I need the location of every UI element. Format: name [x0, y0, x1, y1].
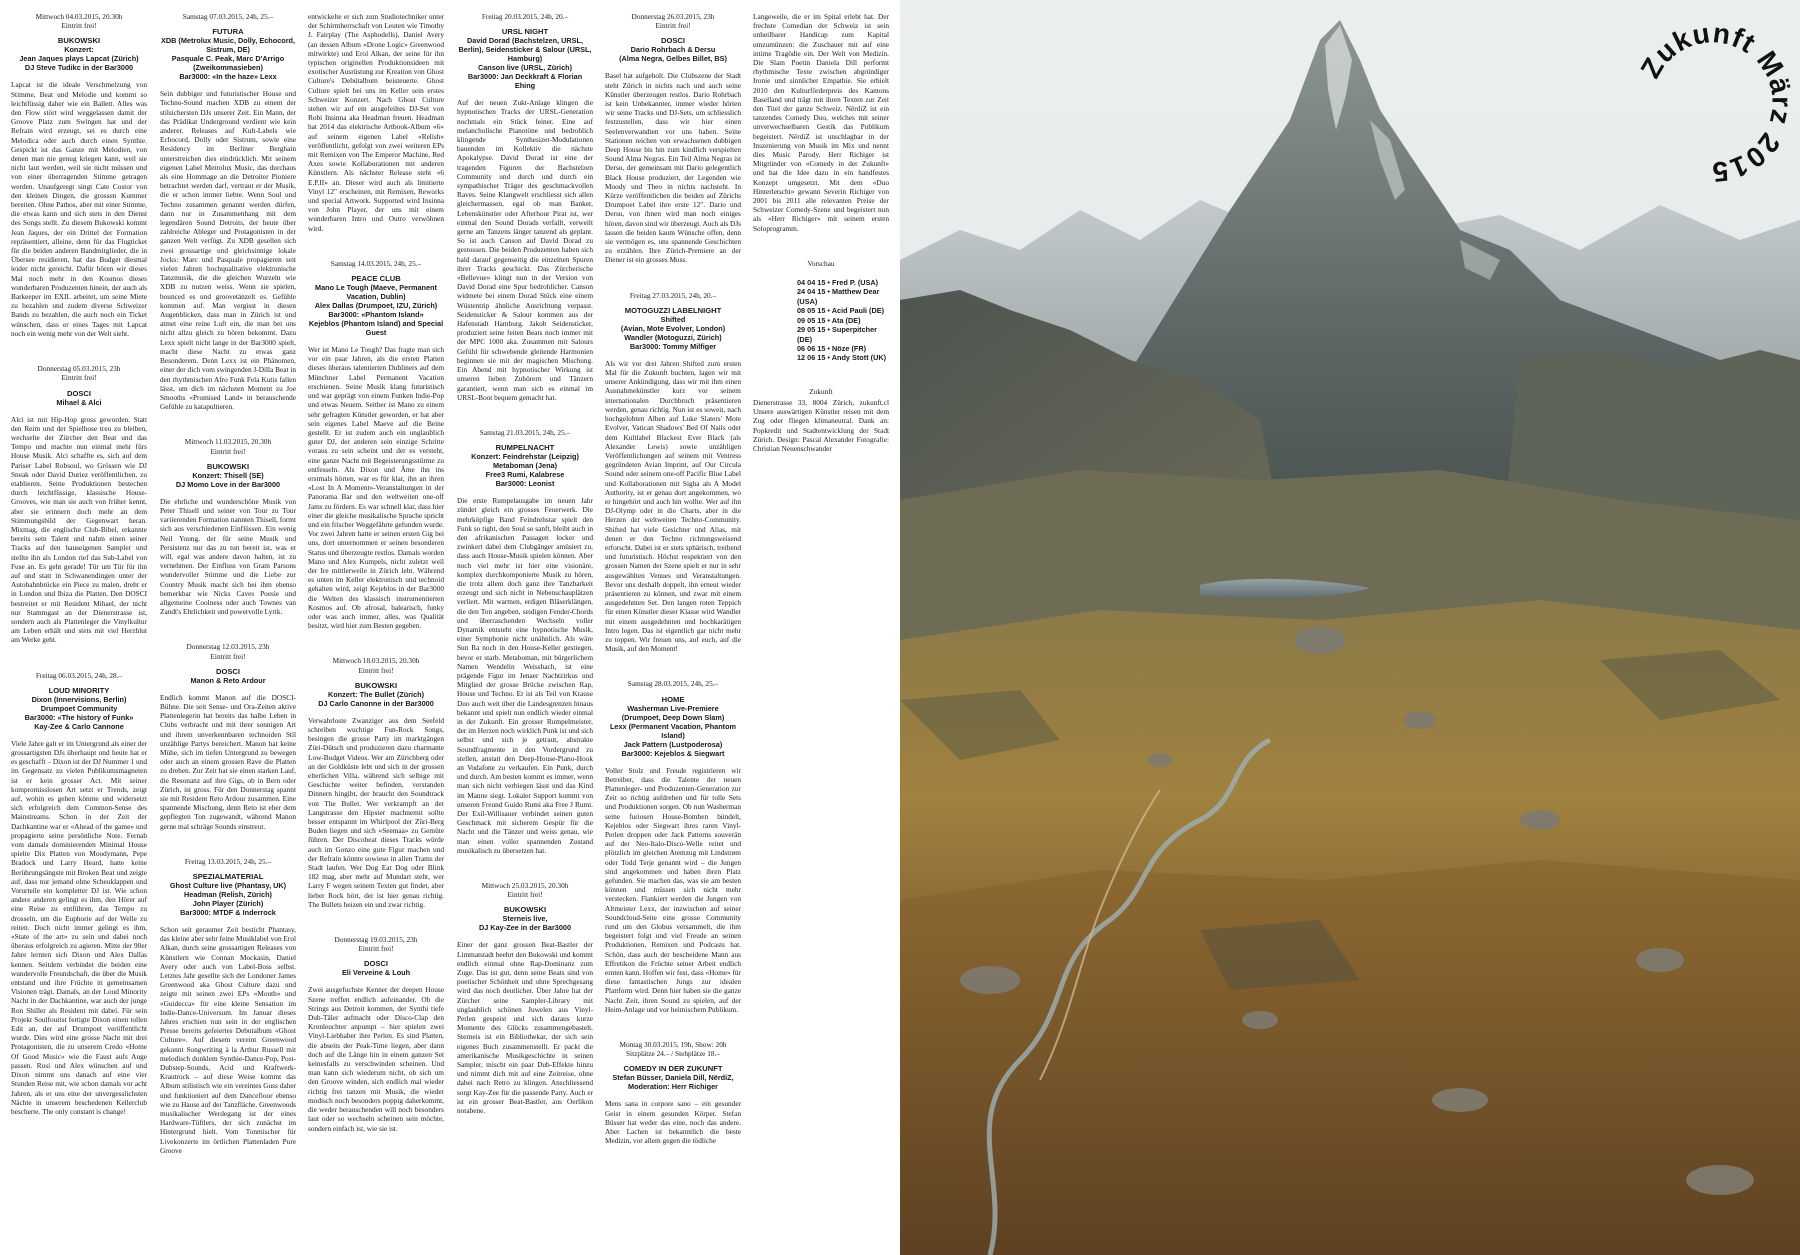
event-header — [605, 1040, 741, 1091]
event-date: Mittwoch 11.03.2015, 20.30h — [184, 437, 272, 447]
column-1 — [11, 12, 147, 1252]
event-date: Montag 30.03.2015, 19h, Show: 20h — [619, 1040, 727, 1050]
event-date: Freitag 06.03.2015, 24h, 28.– — [35, 670, 123, 680]
preview-item: 06 06 15 • Nöze (FR) — [797, 343, 867, 353]
event-lineup-line: (Avian, Mote Evolver, London) — [620, 323, 726, 333]
preview-item: 04 04 15 • Fred P. (USA) — [797, 278, 879, 288]
event-lineup-line: Bar3000: Kejeblos & Siegwart — [621, 748, 725, 758]
event-header — [160, 642, 296, 684]
event-lineup-line: Konzert: — [64, 45, 94, 55]
event-lineup-line: XDB (Metrolux Music, Dolly, Echocord, Sistrum, DE) — [160, 36, 296, 55]
event-description: Verwahrloste Zwanziger aus dem Seefeld schreiben wuchtige Fun-Rock Songs, besingen die grosse Party im marktgängen Züri-Dütsch und produzieren dazu charmante Low-Budget Videos. Wer am Zürichberg oder an der Goldküste lebt und sich in der grossen elterlichen Villa, während sich selbige mit Geschichte weiter befinden, verstanden Dinnern hingibt, der braucht den Soundtrack von The Bullet. Wer verkrampft an der Langstrasse den Hipster machnemit sollte besser entspannt im Whirlpool der Züri-Berg Buden liegen und sich «Seemaa» zu Gemüte führen. Der Discobeat dieses Tracks würde auch im Gonzo eine gute Figur machen und der Refrain könnte sowieso in allen Trams der Stadt laufen. Wer Dog Eat Dog oder Blink 182 mag, aber mehr auf Mundart steht, wer Larry F wegen seinem Texten gut findet, aber lieber Rock hört, der ist hier genau richtig. The Bullets heizen ein und zwar richtig. — [308, 715, 444, 909]
event-description: Lapcat ist die ideale Verschmelzung von Stimme, Beat und Melodie und kommt so leichtfüssig daher wie ein Ballett. Alles was den Flow stört wird weggelassen damit der Groove Platz zum Swingen hat und der Refrain wird erzeugt, sei es durch eine Melodica oder auch durch einen Synthie. Gespickt ist das Ganze mit Melodien, von denen man nie genug kriegen kann, weil sie nicht laut werden, weil sie nicht müssen und von einer überragenden Stimme getragen werden. Unaufgeregt singt Cate Costor von den kleinen Dingen, die grossen Kummer bereiten. Ohne Pathos, aber mit einer Stimme, die etwas kann und sich stets in den Dienst des Songs stellt. Zu diesem Bukowski kommt Jean Jaques, der ein Drittel der Formation repräsentiert, alleine, denn für das Flugticket für die beiden anderen Bandmitglieder, die in Übersee residieren, hat das Budget diesmal leider nicht gereicht. Dafür hören wir dieses Mal noch mehr in den Kosmos dieses wunderbaren Produzenten hinein, der auch als Barkeeper im EXIL arbeitet, um seine Miete zu bezahlen und zudem diverse Schweizer Bands zu bezahlen, die auch noch ein Ticket wünschen, dass er eines Tages mit Lapcat noch ein wenig mehr von der Welt sieht. — [11, 80, 147, 338]
event-lineup-line: Alex Dallas (Drumpoet, IZU, Zürich) — [314, 301, 438, 311]
event-e17-continued — [753, 12, 889, 233]
event-description: Wer ist Mano Le Tough? Das fragte man sich vor ein paar Jahren, als die ersten Platten dieses überaus talentierten Dubliners auf dem Münchner Label Permanent Vacation erschienen. Seine Musik klang futuristisch und war geprägt von einem Funken Indie-Pop und etwas Neuem. Seither ist Mano zu einem sehr gefragten Künstler geworden, er hat aber sein eigenes Label Maeve auf die Beine gestellt. Er ist zudem auch ein unglaublich guter DJ, der anderen sein einzige Schritte voraus zu sein scheint und der es versteht, eine ganze Nacht mit Begeisterungsstürme zu entfesseln. Als Dixon und Âme ihn ins erstmals hörten, war es für klar, ihn an ihren «Lost In A Moment»-Veranstaltungen in der Panorama Bar und den weltweiten one-off Jams zu fördern. Es war schnell klar, dass hier einer die gleiche musikalische Sprache spricht und ein frischer Weggefährte gefunden wurde. Vor zwei Jahren hatte er seinen ersten Gig bei uns, dort unternommen er seinen besonderen Status und überzeugte restlos. Damals worden Mano und Alex Kumpels, nicht zuletzt weil der Ire mittlerweile in Zürich lebt. Während es unten im Keller elektronisch und technoid gehalten wird, zeigt Kejeblos in der Bar3000 die Welten des klassisch instrumentierten Kosmos auf. Ob afrosal, balearisch, funky oder was auch immer, alles, was Qualität besitzt, wird hier zum Besten gegeben. — [308, 345, 444, 631]
event-lineup-line: Bar3000: Leonist — [495, 479, 555, 489]
event-price: Eintritt frei! — [358, 944, 394, 954]
preview-item: 09 05 15 • Ata (DE) — [797, 315, 861, 325]
column-6 — [753, 12, 889, 1252]
event-date: Donnerstag 19.03.2015, 23h — [334, 935, 418, 945]
preview-list — [753, 278, 889, 363]
event-lineup-line: Dixon (Innervisions, Berlin) — [31, 694, 127, 704]
event-date: Freitag 20.03.2015, 24h, 20.– — [481, 12, 569, 21]
event-header — [160, 437, 296, 488]
event-e07 — [160, 857, 296, 1155]
event-description: Alci ist mit Hip-Hop gross geworden. Statt den Reim und der Spielhose treu zu bleiben, wechselte der Zürcher den Beat und das Tempo und machte nun einmal mehr fürs House Musik. Alci schaffte es, sich auf dem Pariser Label Robsoul, wo Grössen wie DJ Sneak oder David Duriez veröffentlichen, zu etablieren. Seine Produktionen bestechen durch leichtfüssige, klassische House-Grooves, wie man sie auch von früher kennt, aber sie erinnern doch mehr an dem Stimmungsbild der Gegenwart heran. Mixmag, die englische Club-Bibel, erkannte bereits sein Talent und nahm einen seiner Tracks auf den hauseigenen Sampler und stellte ihn als London rief das Sub-Label von Fuse an. Es geht gerade! Tür um Tür für ihn auf und statt in Schwanendingen unter der Autobahnbrücke ein Piece zu malen, dreht er in London und Ibiza die Platten. Den DOSCI bestreitet er mit Resident Mihael, der nicht nur Stammgast an der Dienerstrasse ist, sondern auch als Plattenleger die Vinylkultur am Leben erhält und stets mit viel Herzblut am Werke geht. — [11, 414, 147, 645]
event-header — [308, 259, 444, 337]
event-date: Samstag 07.03.2015, 24h, 25.– — [182, 12, 274, 21]
event-lineup-line: Konzert: Feindrehstar (Leipzig) — [471, 452, 579, 462]
event-lineup-line: DJ Carlo Canonne in der Bar3000 — [318, 698, 434, 708]
event-lineup-line: Dario Rohrbach & Dersu — [630, 45, 716, 55]
event-lineup-line: David Dorad (Bachstelzen, URSL, Berlin), Seidensticker & Salour (URSL, Hamburg) — [458, 36, 592, 64]
event-description: Auf der neuen Zukt-Anlage klingen die hypnotischen Tracks der URSL-Generation nochmals ein Stück feiner. Eine auf melancholische Pianotöne und bedrohlich klingende Synthesizer-Modulationen bauenden im Kollektiv die nächste Apokalypse. David Dorad ist eine der tragenden Figuren der Bachstelzen Community und durch und durch ein sympathischer Träger des geschmackvollen Raves. Seine Klangwelt erschliesst sich allen gleichermassen, egal ob man Banker, Lebenskünstler oder Afterhour Pirat ist, wer einmal den Sound Dorads verfallt, verweilt gerne am Tanzens länger tanzend als geplant. So ist auch Canson auf David Dorad zu gestossen. Die beiden Produzenten haben sich bald darauf gegenseitig die einzelnen Spuren ihrer Tracks geschickt. Das Zürcherische «Bellevue» klingt nun in der Version von David Dorad eine Spur bedrohlicher. Canson widmete bei einem Dorad Stück eine einem Wüstentrip ähnliche Ausrichtung verpasst. Seidensticker & Salour kommen aus der Hafenstadt Hamburg. Jakob Seidensticker, produziert seine feiten Beats noch immer mit der MPC 1000 aka. Zusammen mit Salours Gefühl für schwebende gleitende Harmonien beginnen sie mit der magischen Mischung. Ein Abend mit hypnotischer Wirkung ist unseren lieben Zuhörern und Tänzern garantiert, wenn man sich es einmal im URSL-Boot bequem gemacht hat. — [457, 98, 593, 402]
event-description: Als wir vor drei Jahren Shifted zum ersten Mal für die Zukunft buchten, lagen wir mit unserer Ankündigung, dass wir mit ihm einen Ausnahmekünstler kurz vor seinem internationalen Durchbruch präsentieren werden, genau richtig. Nun ist es soweit, nach hochgelobten Alben auf Luke Slaters' Mote Evolver, Vatican Shadows' Bed Of Nails oder dem Kultlabel Blackest Ever Black (als Alexander Lewis) sowie unzähligen Veröffentlichungen auf seinem mit Ventress gegründeten Avian Imprint, auf Our Circula Sound oder seinem one-off Pacific Blue Label und Kollaborationen mit Sigha als A Model Authority, ist er genau dort angekommen, wo er hingehört und auch hin wollte. Wer auf ihn DJ-Olymp oder in die Charts, aber in die Herzen der weltweiten Techno-Community. Shifted hat viele Gesichter und Alias, mit denen er den Techno richtungsweisend erforscht. Dabei ist er stets sphärisch, treibend und futuristisch. Höchst respektiert von den grossen Namen der Szene spielt er nur in sehr ausgewählten Venues und Veranstaltungen. Bevor uns deshalb doppelt, ihn erneut wieder präsentieren zu können, und zwar mit einem ausgedehnten Set. Den langen roten Teppich für einen Künstler dieser Klasse wird Wandler mit einem ausgedehnten und hochkarätigen Intro legen. Das ist eigentlich gar nicht mehr zu toppen. Wir freuen uns, auf euch, auf die Musik, auf den Moment! — [605, 358, 741, 654]
event-header — [160, 12, 296, 81]
event-lineup-line: Konzert: The Bullet (Zürich) — [327, 689, 425, 699]
event-price: Eintritt frei! — [210, 446, 246, 456]
event-date: Mittwoch 25.03.2015, 20.30h — [481, 881, 569, 891]
event-lineup-line: Jean Jaques plays Lapcat (Zürich) — [19, 54, 139, 64]
badge-text — [1634, 17, 1797, 188]
event-date: Samstag 14.03.2015, 24h, 25.– — [330, 258, 422, 268]
event-header — [308, 656, 444, 707]
event-description: Die ehrliche und wunderschöne Musik von Peter Thisell und seiner von Tour zu Tour variierenden Formation nannten Thisell, formt sich aus verschiedenen Einflüssen. Ein wenig Neil Young, der für seine Musik und Persistenz nur das zu tun bereit ist, was er will, egal was andere davon halten, ist zu vernehmen. Der Einfluss von Gram Parsons wundervoller Stimme und die Liebe zur Country Musik macht sich bei ihm ebenso bemerkbar wie Nicks Caves Poesie und allgemeine Coolness oder auch Townes van Zandt's Ehrlichkeit und powervolle Lyrik. — [160, 496, 296, 617]
event-header — [160, 857, 296, 917]
preview-heading: Vorschau — [807, 258, 835, 268]
event-description: Sein dubbiger und futuristischer House und Techno-Sound machen XDB zu einem der stilsichersten DJs unserer Zeit. Ein Mann, der das Prädikat Underground verdient wie kein anderer. Releases auf Kult-Labels wie Echocord, Dolly oder Sistrum, sowie eine Residency im Berliner Berghain unterstreichen dies eindrücklich. Mit seinem eigenen Label Metrolux Music, das durchaus als eine Hommage an die Detroiter Pioniere betrachtet werden darf, vertraut er der Musik, die er schon immer liebte. Wenn Soul und Techno zusammen genannt werden dürfen, dann nur in Zusammenhang mit dem legendären Sound Detroits, der heute über zahlreiche Ableger und Protagonisten in der ganzen Welt verfügt. Zu XDB gesellen sich zwei grossartige und gleichsinnige lokale Jocks: Marc und Pasquale propagieren seit vielen Jahren hochqualitative elektronische Tanzmusik, die die gleichen Wurzeln wie XDB zu nutzen weiss. Wenn sie spielen, bounced es und groovetänzelt es. Gefühle kommen auf. Man vergisst in diesen Augenblicken, dass man in Zürich ist und atmet eine reine Luft ein, die man bei uns nicht allzu gleich zu hören bekommt. Dazu Lexx spielt nicht lange in der Bar3000 spielt, macht diese Nacht zu etwas ganz Besonderem. Denn Lexx ist ein Phänomen, einer der dich vom swingenden J-Dilla Beat in den rhythmischen Afro Funk Fela Kutis fallen lässt, um dich im nächsten Moment zu Joe Smooths «Promised Land» in berauschende Gefühle zu katapultieren. — [160, 89, 296, 412]
event-e13 — [457, 881, 593, 1115]
event-title: PEACE CLUB — [351, 274, 401, 284]
event-lineup-line: Bar3000: «In the haze» Lexx — [179, 72, 277, 82]
event-date: Samstag 21.03.2015, 24h, 25.– — [479, 427, 571, 437]
event-price: Eintritt frei! — [210, 651, 246, 661]
event-e12 — [457, 428, 593, 855]
event-header — [457, 881, 593, 932]
event-e06 — [160, 642, 296, 830]
event-lineup-line: Eli Verveine & Louh — [341, 968, 411, 978]
event-lineup-line: Metaboman (Jena) — [492, 461, 558, 471]
event-description: Viele Jahre galt er im Untergrund als einer der grossartigsten DJs überhaupt und heute hat er es geschafft – Dixon ist der DJ Nummer 1 und im Gegensatz zu vielen Publikumsmagneten ist er kein grosser Act. Mit seiner kompromisslosen Art setzt er Trends, zeigt auf, wohin es gehen könnte und widersetzt sich erfolgreich dem Common-Sense des Mainstreams. Schon in der Zeit der Dachkantine war er «Ahead of the game» und propagierte seine persönliche Note. Fernab vom damals dominierenden Minimal House spielte Dix Platten von Moodymann, Pepe Bradock und Larry Heard, hatte keine Berührungsängste mit Broken Beat und zeigte auf, dass nur jemand ohne Scheuklappen und Vorurteile ein kompletter DJ ist. Wie schon andere anderen gelingt es ihm, den Hörer auf eine Reise zu entführen, das Tempo zu drosseln, um die Euphorie auf der Welle zu reiten. Doch nicht immer gelingt es ihm, «State of the art» zu sein und dabei noch überaus erfolgreich zu agieren. Mitte der 90er Jahre lernten sich Dixon und Alex Dallas kennen. Seitdem verbindet die beiden eine wundervolle Freundschaft, die über die Musik entstand und ihre Früchte in gemeinsamen Visionen trägt. Damals, an der Loud Minority Nacht in der Dachkantine, war auch der junge Ron Shiller als Resident mit dabei. Für sein Projekt Soulfourist fertigte Dixon einen tollen Edit an, der auf Drumpoet veröffentlicht wurde. Dies wird eine grosse Nacht mit drei Protagonisten, die zu unserem Credo «Home Of Good Music» wie die Faust aufs Auge passen. Rosi und Alex wünschen auf und Dixon nimmt uns danach auf eine vier Stunden Reise mit, wie schon damals vor acht Jahren, als er uns eine der unvergesslichsten Nächte in unserem beschedenen Kellerclub bescherte. The only constant is change! — [11, 738, 147, 1116]
event-title: DOSCI — [660, 36, 686, 46]
event-title: COMEDY IN DER ZUKUNFT — [623, 1064, 723, 1074]
event-date: Samstag 28.03.2015, 24h, 25.– — [627, 679, 719, 689]
event-description: Schon seit geraumer Zeit besticht Phantasy, das kleine aber sehr feine Musiklabel von Erol Alkan, durch seine grossartigen Releases von Künstlern wie Connan Mockasin, Daniel Avery oder auch von Label-Boss selbst. Letztes Jahr gesellte sich der Londoner James Greenwood aka Ghost Culture dazu und zeigte mit seinen zwei EPs «Mouth» und «Guidecca» für eine kleine Sensation im Indie-Dance-Universum. Im Januar dieses Jahres erschien nun sein in der englischen Presse bereits gefeiertes Debutalbum «Ghost Culture». Auf diesem vereint Greenwood gekonnt Songwriting à la Arthur Russell mit melodisch dunklem Synthie-Dance-Pop, Post-Dubstep-Sounds, Acid und Kraftwerk-Krautrock – auf diese Weise kommt das Album stilistisch wie ein vereintes Guss daher und funktioniert auf dem Dancefloor ebenso wie zu Hause auf der Tanzfläche. Greenwoods musikalischer Werdegang ist der eines Hardware-Tüftlers, der sich zunächst im Hintergrund hielt. Vom Tonmischer für Livekonzerte im örtlichen Plattenladen Pure Groove — [160, 925, 296, 1155]
event-lineup-line: Pasquale C. Peak, Marc D'Arrigo (Zweikommasieben) — [171, 54, 285, 73]
event-title: BUKOWSKI — [503, 905, 547, 915]
event-e10 — [308, 935, 444, 1133]
event-title: DOSCI — [66, 388, 92, 398]
event-e16 — [605, 679, 741, 1014]
event-description: Zwei ausgefuchste Kenner der deepen House Szene treffen endlich aufeinander. Ob die Strings aus Detroit kommen, der Synthi tiefe Dub-Täler aufmacht oder Disco-Clap den Kronleuchter anpumpt – hier spielen zwei Vinyl-Liebhaber ihre Perlen. Es sind Platten, die abseits der Peak-Time liegen, aber dann doch auf die Länge hin in einem ganzen Set keinesfalls zu verschwinden scheinen. Und man kann sich wiederum nicht, ob sich um den Groove winden, sich endlich mal wieder richtig frei tanzen mit Musik, die wieder modisch noch besonders poppig daherkommt, die weder berauschenden will noch besonders laut oder so wechseln scheinen sein möchte, sondern einfach ist, wie sie ist. — [308, 985, 444, 1133]
event-date: Freitag 27.03.2015, 24h, 20.– — [629, 290, 717, 300]
event-date: Mittwoch 04.03.2015, 20.30h — [35, 12, 123, 21]
preview-section — [753, 259, 889, 363]
event-lineup-line: Wandler (Motoguzzi, Zürich) — [624, 332, 722, 342]
event-header — [457, 428, 593, 488]
event-e05 — [160, 437, 296, 616]
event-header — [457, 12, 593, 90]
event-description: Langeweile, die er im Spital erlebt hat. Der frechste Comedian der Schweiz ist sein unheilbarer Handicap zum Kapital umzumünzen: die Zuschauer mit auf eine intime Tragödie ein. Der Welt von Medizin. Die Slam Poetin Daniela Dill performt rhythmische Texte zwischen abgründiger Ironie und sinnlicher Empathie. Sie erhielt 2010 den Kulturförderpreis des Kantons Baselland und trägt mit ihren Texten zur Zeit den Titel der ganze Schweiz. NërdiZ ist ein tanzendes Comedy Duo, welches mit seiner unverwechselbaren Gestik das Publikum begeistert. NërdiZ ist unschlagbar in der Inszenierung von Musik im Mix und nennt dies Music Parody. Herr Richiger ist Mitgründer von «Comedy in der Zukunft» und hat die Idee dazu in ein handfestes Konzept umgesetzt. Mit dem «Duo Hinterletscht» gewann Severin Richiger von 2001 bis 2011 alle relevanten Preise der Schweizer Comedy-Szene und begeistert nun als «Herr Richiger» mit seinem ersten Soloprogramm. — [753, 12, 889, 233]
event-title: SPEZIALMATERIAL — [192, 872, 264, 882]
event-lineup-line: Bar3000: «The history of Funk» — [24, 712, 134, 722]
event-description: Die erste Rumpelausgabe im neuen Jahr zündet gleich ein grosses Feuerwerk. Die mehrköpfige Band Feindrehstar spielt den Funk so tight, den Soul so sanft, bleibt auch in den afrikanischen Passagen locker und zwinkert dabei dem Clubgänger amüsiert zu, dass auch House-Musik spielen können. Aber noch viel mehr ist hier eine visionäre, komplex durchkomponierte Musik zu hören, die trotz allem doch ganz ihre Tanzbarkeit erzeugt und sich nicht in Nebenschauplätzen verliert. Mit warmen, erdigen Bläserklängen, die den Ton angeben, seidigen Fender-Chords und überraschenden Wechseln voller Dynamik entsteht eine hypnotische Musik, einer Symphonie nicht unähnlich. Als wäre Sun Ra noch in den House-Keller gestiegen, bevor er starb. Metaboman, mit bürgerlichem Namen Wendelin Weissbach, ist eine prägende Figur im Jenaer Nachtzirkus und Mitglied der grosse Brücke zwischen Rap, House und Techno. Er ist als Teil von Krause Duo auch weit über die Landesgrenzen hinaus bekannt und spielt nun endlich wieder einmal in der Zukunft. Ein grosser Rumpelmeister, der im Herzen noch wirklich Punk ist und sich selbst und sich je getraut, abstrakte Soundfragmente in den Vordergrund zu stellen, anstatt den Deep-House-Piano-Hook an Vodafone zu verkaufen. Ein Punk, durch und durch. Am besten kommt es immer, wenn man sich nicht verbiegen lässt und das Kind im Manne siegt. Lokaler Support kommt von unseren Freund Guido Rumi aka Free J Rumi. Der Exil-Willisauer verbindet seinen guten Geschmack mit sicherem Gespür für die Nacht und die Tänzer und weiss genau, wie man einen voller spannenden Zustand musikalisch zu übersetzen hat. — [457, 496, 593, 855]
badge-text-path: Zukunft März 2015 — [1634, 17, 1798, 188]
event-lineup-line: Kay-Zee & Carlo Cannone — [34, 721, 124, 731]
column-5 — [605, 12, 741, 1252]
event-price: Eintritt frei! — [358, 665, 394, 675]
imprint-body: Dienerstrasse 33, 8004 Zürich, zukunft.cl Unsere auswärtigen Künstler reisen mit dem Zug oder fliegen klimaneutral. Dank an: Popkredit und Stadtentwicklung der Stadt Zürich. Design: Pascal Alexander Fotografie: Christian Neuenschwander — [753, 397, 889, 453]
event-description: entwickelte er sich zum Studiotechniker unter der Schirmherrschaft von Leuten wie Timothy J. Fairplay (The Asphodells), Daniel Avery (an dessen Album «Drone Logic» Greenwood mitwirkte) und Erol Alkan, der seine für ihn typischen originellen Produktionsideen mit exotischer Ausrüstung zur Kreation von Ghost Culture's Debütalbum beisteuerte. Ghost Culture spielt bei uns im Keller sein erstes Schweizer Konzert. Nach Ghost Culture stehen wir auf ein ausgefeiltes DJ-Set von Robi Insinna aka Headman freuen. Headman hat 2014 das elektrische Artbook-Album «6» auf seinem eigenen Label «Relish» veröffentlicht, gefolgt von zwei weiteren EPs mit Remixen von The Emperor Machine, Red Axes sowie Kollaborationen mit anderen Künstlern. Als nächster Release steht «6 E.P.II» an. Dieser wird auch als limitierte Vinyl 12" erscheinen, mit Remixen, Reworks und special Artwork. Supported wird Insinna von John Player, der uns mit einem wunderbaren Intro und Outro verwöhnen wird. — [308, 12, 444, 233]
event-header — [605, 291, 741, 351]
preview-item: 29 05 15 • Superpitcher (DE) — [797, 325, 878, 344]
event-lineup-line: Free3 Rumi, Kalabrese — [485, 470, 565, 480]
event-description: Mens sana in corpore sano – ein gesunder Geist in einem gesunden Körper. Stefan Büsser hat weder das eine, noch das andere. Aber Lachen ist bekanntlich die beste Medizin, vor allem gegen die tödliche — [605, 1099, 741, 1146]
event-price: Eintritt frei! — [61, 21, 97, 31]
event-lineup-line: Mano Le Tough (Maeve, Permanent Vacation, Dublin) — [315, 283, 437, 302]
event-lineup-line: Shifted — [660, 314, 686, 324]
event-lineup-line: Sterneis live, — [502, 914, 548, 924]
column-4 — [457, 12, 593, 1252]
event-lineup-line: Bar3000: MTDF & Inderrock — [180, 908, 276, 918]
event-e11 — [457, 12, 593, 402]
event-lineup-line: (Alma Negra, Gelbes Billet, BS) — [619, 54, 727, 64]
event-e08 — [308, 259, 444, 631]
event-e01 — [11, 12, 147, 338]
event-description: Endlich kommt Manon auf die DOSCI-Bühne. Die seit Sense- und Ora-Zeiten aktive Plattenlegerin hat bereits das halbe Leben in Clubs verbracht und mit ihrer sonnigen Art und ihrem unverkennbaren technoiden Stil unzählige Partys bereichert. Manon hat keine Mühe, sich im tiefen Untergrund zu bewegen oder auch an einem grossen Rave die Platten zu drehen. Zur Zeit hat sie einen starken Lauf, die Resonanz auf ihre Gigs, ob in Bern oder Zürich, ist gross. Für den Donnerstag spannt sie mit Resident Reto Ardour zusammen. Eine spannende Mischung, denn Reto ist eher dem gepflegten Ton zugewandt, während Manon gerne mal schräge Sounds einstreut. — [160, 692, 296, 831]
event-e07-continued — [308, 12, 444, 233]
event-lineup-line: Jack Pattern (Lustpoderosa) — [623, 739, 723, 749]
event-title: DOSCI — [215, 666, 241, 676]
event-e17 — [605, 1040, 741, 1145]
event-e02 — [11, 364, 147, 644]
event-e15 — [605, 291, 741, 654]
event-e14 — [605, 12, 741, 265]
event-lineup-line: Headman (Relish, Zürich) — [184, 890, 272, 900]
imprint-section — [753, 387, 889, 453]
event-price: Eintritt frei! — [61, 373, 97, 383]
event-header — [11, 12, 147, 72]
event-lineup-line: John Player (Zürich) — [192, 899, 264, 909]
event-title: BUKOWSKI — [354, 680, 398, 690]
event-lineup-line: Konzert: Thisell (SE) — [192, 470, 264, 480]
event-price: Sitzplätze 24.– / Stehplätze 18.– — [625, 1049, 721, 1059]
event-title: MOTOGUZZI LABELNIGHT — [624, 305, 722, 315]
event-date: Freitag 13.03.2015, 24h, 25.– — [184, 856, 272, 866]
event-description: Voller Stolz und Freude registrieren wir Betreiber, dass die Talente der neuen Plattenleger- und Produzenten-Generation zur Zeit so richtig aufdrehen und für tolle Sets und Produktionen sorgen. Ob nun Washerman seine furiosen House-Bomben bündelt, Kejeblos oder Siegwart ihres raren Vinyl-Perlen droppen oder Jack Patterns souverän auf der Neo-Italo-Disco-Welle reitet und plötzlich im gleichen Atemzug mit Lindstrøm oder Todd Terje genannt wird – die Jungen sind angekommen und haben ihren Platz gefunden. Sie machen das, was sie am besten können und müssen sich nicht mehr verstecken. Flankiert werden die Jungen von Altmeister Lexx, der inzwischen auf seiner Soundcloud-Seite eine grosse Community rund um den Globus versammelt, die ihm begeistert folgt und viel Freude an seinen Produktionen, Remixen und Podcasts hat. Schön, dass auch der bescheidene Mann aus Effretikon die Früchte seiner Arbeit endlich ernten kann. Hoffen wir fest, dass «Home» für diese fantastischen Jungs zur idealen Plattform wird. Denn hier haben sie die ganze Nacht Zeit, ihren Sound zu spielen, auf der Heim-Anlage und vor heimischem Publikum. — [605, 765, 741, 1014]
event-e09 — [308, 656, 444, 909]
event-lineup-line: Bar3000: «Phantom Island» — [328, 310, 424, 320]
event-lineup-line: Moderation: Herr Richiger — [627, 1082, 718, 1092]
event-title: LOUD MINORITY — [48, 685, 110, 695]
event-title: FUTURA — [212, 27, 244, 37]
event-e03 — [11, 671, 147, 1117]
event-lineup-line: Lexx (Permanent Vacation, Phantom Island) — [609, 721, 737, 740]
event-header — [11, 364, 147, 406]
event-lineup-line: Canson live (URSL, Zürich) — [477, 63, 573, 73]
event-lineup-line: Ghost Culture live (Phantasy, UK) — [169, 881, 287, 891]
event-date: Donnerstag 26.03.2015, 23h — [631, 12, 715, 21]
event-header — [11, 671, 147, 731]
event-header — [308, 935, 444, 977]
column-3 — [308, 12, 444, 1252]
event-title: BUKOWSKI — [57, 36, 101, 46]
column-2 — [160, 12, 296, 1252]
preview-item: 24 04 15 • Matthew Dear (USA) — [797, 287, 880, 306]
event-date: Donnerstag 05.03.2015, 23h — [37, 364, 121, 374]
imprint-heading: Zukunft — [809, 386, 833, 396]
event-e04 — [160, 12, 296, 411]
event-lineup-line: Bar3000: Jan Deckkraft & Florian Ehing — [467, 72, 583, 91]
event-lineup-line: Stefan Büsser, Daniela Dill, NërdiZ, — [612, 1073, 734, 1083]
event-title: BUKOWSKI — [206, 461, 250, 471]
event-price: Eintritt frei! — [507, 890, 543, 900]
preview-item: 08 05 15 • Acid Pauli (DE) — [797, 306, 885, 316]
event-header — [605, 12, 741, 63]
event-title: RUMPELNACHT — [495, 443, 555, 453]
event-date: Mittwoch 18.03.2015, 20.30h — [332, 656, 420, 666]
event-lineup-line: DJ Momo Love in der Bar3000 — [175, 479, 281, 489]
event-lineup-line: DJ Kay-Zee in der Bar3000 — [478, 923, 572, 933]
event-lineup-line: (Drumpoet, Deep Down Slam) — [621, 712, 725, 722]
event-lineup-line: Kejeblos (Phantom Island) and Special Guest — [308, 319, 444, 338]
event-price: Eintritt frei! — [655, 21, 691, 31]
event-lineup-line: DJ Steve Tudikc in der Bar3000 — [24, 63, 134, 73]
event-title: URSL NIGHT — [501, 27, 549, 37]
event-title: DOSCI — [363, 959, 389, 969]
event-lineup-line: Bar3000: Tommy Milfiger — [629, 341, 717, 351]
preview-item: 12 06 15 • Andy Stott (UK) — [797, 353, 887, 363]
event-lineup-line: Washerman Live-Premiere — [627, 703, 719, 713]
event-date: Donnerstag 12.03.2015, 23h — [186, 642, 270, 652]
event-lineup-line: Drumpoet Community — [40, 703, 118, 713]
event-description: Einer der ganz grossen Beat-Bastler der Limmatstadt beehrt den Bukowski und kommt endlich einmal ohne Rap-Dominanz zum Zuge. Das ist gut, denn seine Beats sind von poetischer Schönheit und ohne Sprechgesang wird das noch deutlicher. Über Jahre hat der Zürcher seine Sampler-Library mit unglaublich schönen Juwelen aus Vinyl-Perlen gespeist und sich daraus kurze Momente des Glücks zusammengebastelt. Sterneis ist ein Bibliothekar, der sich sein eigenes Buch zusammenstellt. Er packt die amerikanische Musikgeschichte in seinen Sampler, mischt ein paar Dub-Effekte hinzu und nimmt dich mit auf eine Zeitreise, ohne dabei nach Retro zu klingen. Anschliessend sorgt Kay-Zee für die passende Party. Auch er ist ein grosser Beat-Bastler, aus Oerlikon notabene. — [457, 940, 593, 1116]
event-title: HOME — [661, 694, 685, 704]
event-lineup-line: Manon & Reto Ardour — [190, 675, 266, 685]
issue-badge — [1625, 15, 1800, 190]
event-description: Basel hat aufgeholt. Die Clubszene der Stadt steht Zürich in nichts nach und auch seine Künstler überzeugen restlos. Dario Rohrbach ist kein Unbekannter, immer wieder hörten wir seine Tracks und DJ-Sets, um schliesslich festzustellen, dass wir hier einen Seelenverwandten vor uns haben. Seine Stationen reichen von erwachsenen dubbigen Deep House bis hin zum kindlich verspielten Sound Alma Negras. Ein Teil Alma Negras ist Dersu, der gemeinsam mit Dario gelegentlich Black House produziert, der Legenden wie Moody und Theo in nichts nachsteht. In Kürze veröffentlichen die beiden auf Zürichs Drumpoet Label ihre erste 12". Dario und Dersu, von ihnen wird man noch einiges hören, davon sind wir überzeugt. Auch als DJs lassen die beiden kaum Wünsche offen, denn sie vermögen es, uns spannende Geschichten zu erzählen. Ihre Zürich-Premiere an der Diener ist ein grosses Muss. — [605, 71, 741, 265]
event-header — [605, 679, 741, 757]
event-lineup-line: Mihael & Alci — [56, 397, 102, 407]
